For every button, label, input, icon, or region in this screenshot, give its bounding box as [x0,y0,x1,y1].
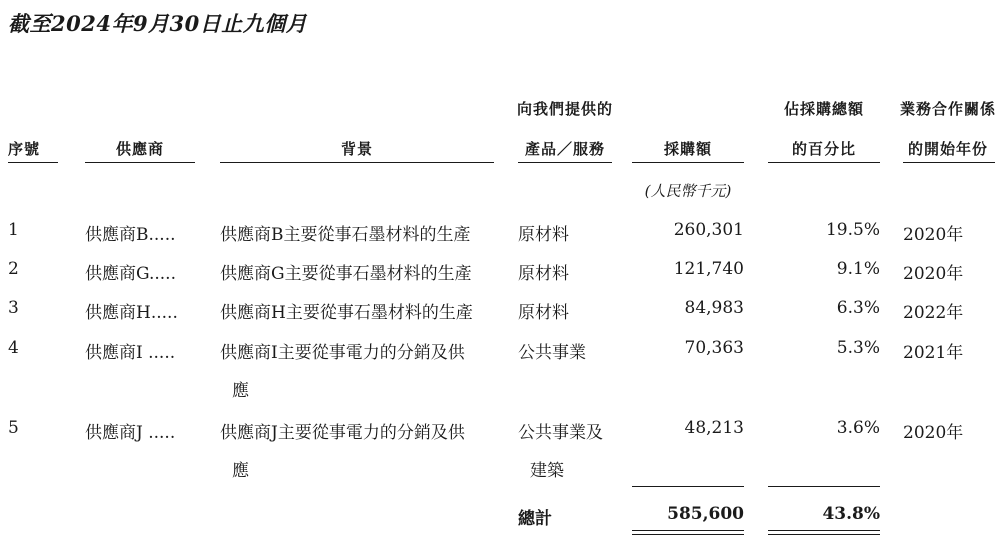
header-background: 背景 [340,140,373,158]
row-product: 原材料 [518,303,569,323]
page-title: 截至2024年9月30日止九個月 [8,11,308,36]
row-supplier: 供應商H..... [85,303,178,323]
unit-label: (人民幣千元) [644,182,732,200]
row-year: 2020年 [903,264,964,284]
header-seq: 序號 [8,140,41,158]
row-year: 2021年 [903,343,964,363]
row-pct: 5.3% [836,338,880,358]
row-amount: 260,301 [673,220,744,240]
header-underline [8,162,58,163]
header-underline [518,162,612,163]
header-products-line1: 向我們提供的 [516,100,613,118]
row-pct: 6.3% [836,298,880,318]
row-amount: 48,213 [684,418,744,438]
subtotal-line [768,486,880,487]
header-start-line1: 業務合作關係 [899,100,996,118]
header-underline [903,162,995,163]
header-products-line2: 產品／服務 [524,140,605,158]
row-seq: 5 [8,418,19,438]
row-pct: 19.5% [825,220,880,240]
row-product: 公共事業 [518,343,586,363]
header-underline [632,162,744,163]
header-underline [85,162,195,163]
header-pct-line2: 的百分比 [791,140,856,158]
row-product-cont: 建築 [530,461,564,481]
row-supplier: 供應商G..... [85,264,176,284]
row-background-cont: 應 [232,381,249,401]
header-amount: 採購額 [663,140,712,158]
total-pct: 43.8% [822,504,880,524]
total-double-underline [768,530,880,535]
header-underline [220,162,494,163]
row-amount: 121,740 [673,259,744,279]
row-background-cont: 應 [232,461,249,481]
row-background: 供應商G主要從事石墨材料的生產 [220,264,472,284]
subtotal-line [632,486,744,487]
row-background: 供應商J主要從事電力的分銷及供 [220,423,465,443]
row-seq: 3 [8,298,19,318]
row-supplier: 供應商B..... [85,225,176,245]
total-amount: 585,600 [667,504,744,524]
row-seq: 4 [8,338,19,358]
row-seq: 2 [8,259,19,279]
row-pct: 3.6% [836,418,880,438]
row-year: 2020年 [903,423,964,443]
row-product: 原材料 [518,264,569,284]
header-pct-line1: 佔採購總額 [783,100,864,118]
row-product: 原材料 [518,225,569,245]
total-double-underline [632,530,744,535]
row-amount: 70,363 [684,338,744,358]
row-product: 公共事業及 [518,423,603,443]
row-amount: 84,983 [684,298,744,318]
row-year: 2022年 [903,303,964,323]
row-background: 供應商I主要從事電力的分銷及供 [220,343,465,363]
header-underline [768,162,880,163]
row-background: 供應商H主要從事石墨材料的生產 [220,303,473,323]
row-background: 供應商B主要從事石墨材料的生產 [220,225,471,245]
row-supplier: 供應商J ..... [85,423,176,443]
row-year: 2020年 [903,225,964,245]
row-seq: 1 [8,220,19,240]
row-supplier: 供應商I ..... [85,343,176,363]
total-label: 總計 [518,509,552,529]
header-start-line2: 的開始年份 [907,140,988,158]
header-supplier: 供應商 [115,140,164,158]
row-pct: 9.1% [836,259,880,279]
